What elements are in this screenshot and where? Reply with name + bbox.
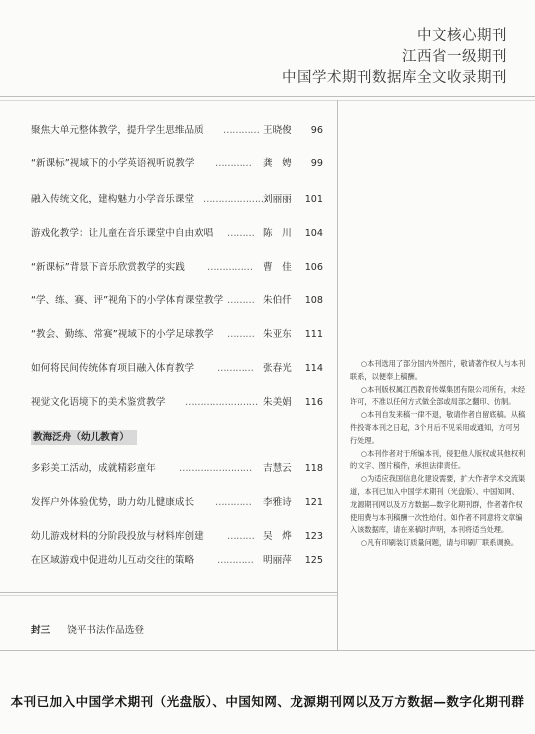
leader-dots: …………… bbox=[207, 262, 253, 273]
toc-page: 101 bbox=[304, 194, 323, 205]
column-divider bbox=[337, 100, 338, 650]
toc-title: “新课标”背景下音乐欣赏教学的实践 bbox=[31, 262, 185, 273]
leader-dots: ……… bbox=[227, 531, 255, 542]
toc-title: 幼儿游戏材料的分阶段投放与材料库创建 bbox=[31, 531, 204, 542]
toc-page: 125 bbox=[304, 555, 323, 566]
leader-dots: ………… bbox=[223, 125, 260, 136]
leader-dots: ……… bbox=[227, 329, 255, 340]
top-rule-thin bbox=[0, 100, 535, 101]
toc-page: 111 bbox=[304, 329, 323, 340]
toc-title: 融入传统文化，建构魅力小学音乐课堂 bbox=[31, 194, 195, 205]
note-paragraph: ○本刊作者对于所编本刊，侵犯他人版权或其他权利的文字、图片稿件，承担法律责任。 bbox=[350, 448, 526, 471]
bottom-rule bbox=[0, 650, 535, 651]
leader-dots: ……… bbox=[227, 228, 255, 239]
toc-title: “新课标”视域下的小学英语视听说教学 bbox=[31, 158, 195, 169]
toc-title: “教会、勤练、常赛”视域下的小学足球教学 bbox=[31, 329, 214, 340]
toc-entry[interactable] bbox=[31, 123, 323, 139]
toc-page: 96 bbox=[310, 125, 323, 136]
toc-author: 吉慧云 bbox=[263, 463, 292, 474]
top-rule bbox=[0, 96, 535, 97]
toc-page: 108 bbox=[304, 295, 323, 306]
toc-page: 106 bbox=[304, 262, 323, 273]
toc-title: 如何将民间传统体育项目融入体育教学 bbox=[31, 363, 195, 374]
toc-title: 在区域游戏中促进幼儿互动交往的策略 bbox=[31, 555, 195, 566]
toc-author: 李雅诗 bbox=[263, 497, 292, 508]
cover3-label: 封三 bbox=[31, 625, 51, 636]
toc-page: 99 bbox=[310, 158, 323, 169]
leader-dots: ………… bbox=[217, 555, 254, 566]
toc-entry[interactable] bbox=[31, 327, 323, 343]
leader-dots: ………… bbox=[217, 363, 254, 374]
toc-page: 104 bbox=[304, 228, 323, 239]
note-paragraph: ○凡有印刷装订质量问题，请与印刷厂联系调换。 bbox=[360, 538, 519, 548]
toc-author: 龚 娉 bbox=[263, 158, 292, 169]
toc-page: 118 bbox=[304, 463, 323, 474]
toc-entry[interactable] bbox=[31, 156, 323, 172]
toc-entry[interactable] bbox=[31, 495, 323, 511]
header-line-2: 江西省一级期刊 bbox=[402, 49, 507, 65]
leader-dots: …………………… bbox=[179, 463, 252, 474]
toc-entry[interactable] bbox=[31, 192, 323, 208]
toc-author: 朱美娟 bbox=[263, 397, 292, 408]
toc-author: 曹 佳 bbox=[263, 262, 292, 273]
note-paragraph: ○为适应我国信息化建设需要，扩大作者学术交流渠道，本刊已加入中国学术期刊（光盘版）、中国知网、龙源期刊网以及万方数据—数字化期刊群，作者著作权使用费与本刊稿酬一次性给付。如作者不同意将文章编入该数据库，请在来稿时声明，本刊将适当处理。 bbox=[350, 474, 526, 535]
toc-title: 视觉文化语境下的美术鉴赏教学 bbox=[31, 397, 166, 408]
indexing-banner: 本刊已加入中国学术期刊（光盘版）、中国知网、龙源期刊网以及万方数据—数字化期刊群 bbox=[10, 694, 525, 709]
toc-author: 朱伯仟 bbox=[263, 295, 292, 306]
toc-page: 116 bbox=[304, 397, 323, 408]
toc-author: 陈 川 bbox=[263, 228, 292, 239]
toc-title: 发挥户外体验优势，助力幼儿健康成长 bbox=[31, 497, 195, 508]
leader-dots: …………………… bbox=[185, 397, 258, 408]
toc-entry[interactable] bbox=[31, 226, 323, 242]
leader-dots: ………… bbox=[215, 158, 252, 169]
leader-dots: ………… bbox=[215, 497, 252, 508]
editorial-notes bbox=[350, 358, 526, 550]
toc-author: 吴 烨 bbox=[263, 531, 292, 542]
note-paragraph: ○本刊版权属江西教育传媒集团有限公司所有，未经许可，不准以任何方式做全部或局部之翻印、仿制。 bbox=[350, 384, 526, 407]
header-line-3: 中国学术期刊数据库全文收录期刊 bbox=[282, 70, 507, 86]
section-rule bbox=[0, 592, 337, 593]
toc-entry[interactable] bbox=[31, 529, 323, 545]
toc-entry[interactable] bbox=[31, 260, 323, 276]
toc-page: 123 bbox=[304, 531, 323, 542]
toc-entry[interactable] bbox=[31, 293, 323, 309]
leader-dots: ………………… bbox=[203, 194, 267, 205]
toc-title: “学、练、赛、评”视角下的小学体育课堂教学 bbox=[31, 295, 224, 306]
section-rule-thin bbox=[0, 595, 337, 596]
toc-author: 刘丽丽 bbox=[263, 194, 292, 205]
toc-author: 王晓俊 bbox=[263, 125, 292, 136]
header-line-1: 中文核心期刊 bbox=[417, 28, 507, 44]
toc-page: 121 bbox=[304, 497, 323, 508]
toc-entry[interactable] bbox=[31, 553, 323, 569]
note-paragraph: ○本刊自发来稿一律不退，敬请作者自留底稿。从稿件投寄本刊之日起，3个月后不见采用或通知，方可另行处理。 bbox=[350, 410, 526, 445]
toc-entry[interactable] bbox=[31, 461, 323, 477]
toc-page: 114 bbox=[304, 363, 323, 374]
toc-entry[interactable] bbox=[31, 361, 323, 377]
leader-dots: ……… bbox=[227, 295, 255, 306]
toc-author: 张春光 bbox=[263, 363, 292, 374]
note-paragraph: ○本刊选用了部分国内外图片，敬请著作权人与本刊联系，以便奉上稿酬。 bbox=[350, 359, 526, 381]
cover3-entry[interactable] bbox=[31, 623, 144, 639]
toc-title: 多彩美工活动，成就精彩童年 bbox=[31, 463, 156, 474]
toc-author: 朱亚东 bbox=[263, 329, 292, 340]
section-heading: 教海泛舟（幼儿教育） bbox=[31, 430, 137, 445]
journal-header bbox=[282, 26, 507, 89]
toc-entry[interactable] bbox=[31, 395, 323, 411]
toc-author: 明丽萍 bbox=[263, 555, 292, 566]
toc-title: 游戏化教学：让儿童在音乐课堂中自由欢唱 bbox=[31, 228, 214, 239]
toc-title: 聚焦大单元整体教学，提升学生思维品质 bbox=[31, 125, 204, 136]
cover3-text: 饶平书法作品选登 bbox=[67, 625, 144, 636]
